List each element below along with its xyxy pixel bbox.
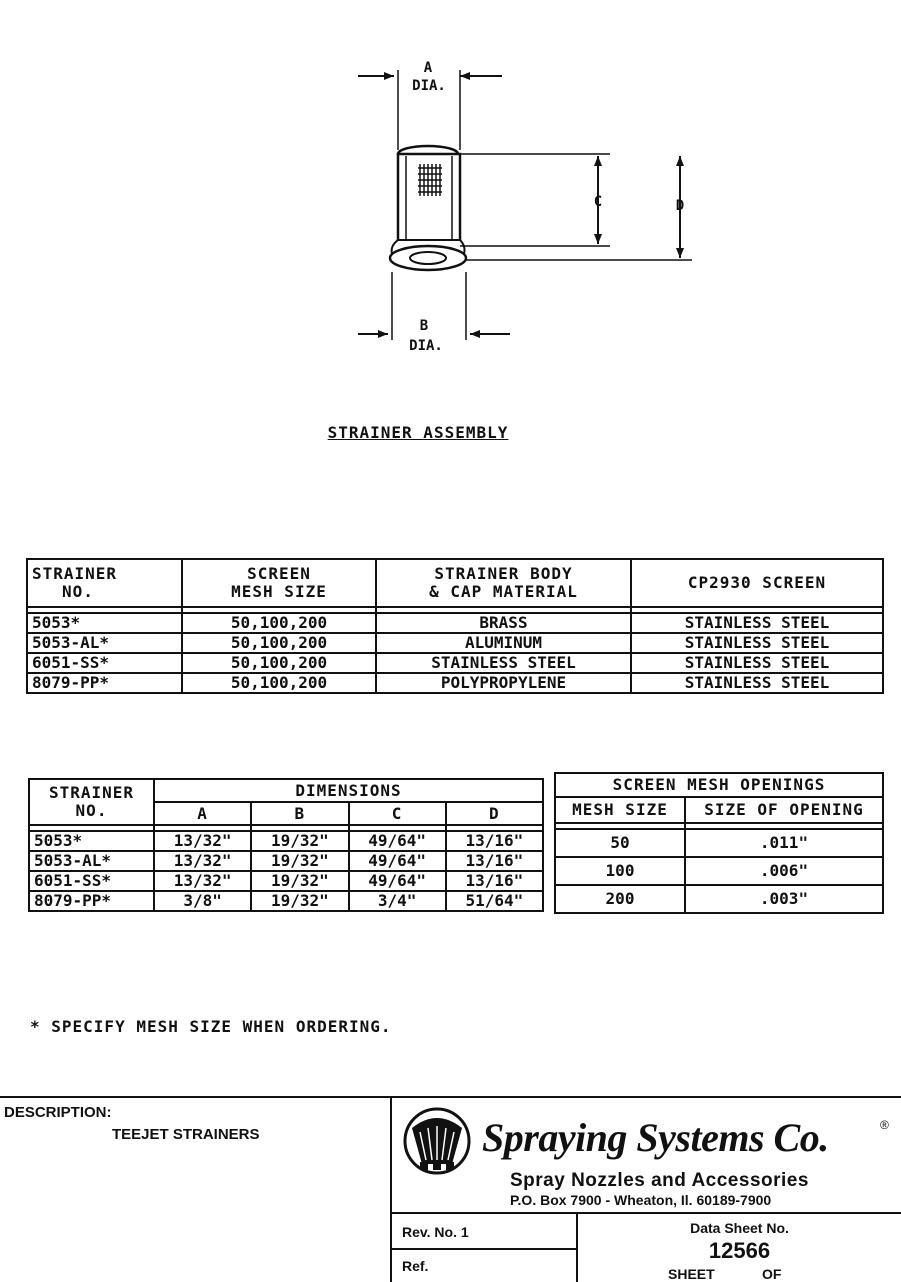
datasheet-box (578, 1214, 901, 1282)
cell-b: 19/32" (251, 891, 348, 911)
table-row (29, 851, 543, 871)
cell-c: 3/4" (349, 891, 446, 911)
cell-material: STAINLESS STEEL (376, 653, 631, 673)
table-row (27, 653, 883, 673)
spray-logo-icon (402, 1106, 472, 1176)
header-dim-a: A (154, 802, 251, 825)
registered-mark: ® (880, 1118, 889, 1132)
cell-no: 5053* (27, 613, 182, 633)
cell-screen: STAINLESS STEEL (631, 673, 883, 693)
table-row (29, 871, 543, 891)
cell-mesh: 50,100,200 (182, 613, 376, 633)
cell-mesh: 200 (555, 885, 685, 913)
cell-c: 49/64" (349, 871, 446, 891)
header-text: MESH SIZE (231, 582, 327, 601)
dim-label-c: C (593, 194, 603, 210)
header-text: STRAINER BODY (434, 564, 573, 583)
cell-no: 5053-AL* (29, 851, 154, 871)
cell-opening: .011" (685, 829, 883, 857)
header-text: STRAINER (32, 564, 118, 583)
header-mesh-size: MESH SIZE (555, 797, 685, 823)
cell-mesh: 50,100,200 (182, 633, 376, 653)
dim-label-b: B (419, 318, 429, 334)
table-row (555, 857, 883, 885)
header-screen: CP2930 SCREEN (631, 559, 883, 607)
cell-a: 13/32" (154, 851, 251, 871)
header-strainer-no (27, 559, 182, 607)
table-row (27, 613, 883, 633)
header-dim-c: C (349, 802, 446, 825)
company-box (392, 1098, 901, 1214)
table-row (27, 633, 883, 653)
company-address: P.O. Box 7900 - Wheaton, Il. 60189-7900 (510, 1192, 772, 1208)
cell-b: 19/32" (251, 851, 348, 871)
header-text: NO. (75, 801, 108, 820)
sheet-label: SHEET (668, 1266, 715, 1282)
cell-d: 13/16" (446, 851, 543, 871)
cell-no: 6051-SS* (29, 871, 154, 891)
cell-mesh: 50,100,200 (182, 653, 376, 673)
cell-mesh: 50 (555, 829, 685, 857)
cell-no: 8079-PP* (27, 673, 182, 693)
header-mesh-size (182, 559, 376, 607)
title-block (0, 1096, 901, 1282)
company-tagline: Spray Nozzles and Accessories (510, 1170, 809, 1191)
cell-screen: STAINLESS STEEL (631, 653, 883, 673)
cell-c: 49/64" (349, 831, 446, 851)
company-name: Spraying Systems Co. (482, 1115, 829, 1160)
header-body-material (376, 559, 631, 607)
description-label: DESCRIPTION: (4, 1104, 112, 1121)
cell-screen: STAINLESS STEEL (631, 613, 883, 633)
description-box (0, 1098, 392, 1282)
of-label: OF (762, 1266, 782, 1282)
order-note: * SPECIFY MESH SIZE WHEN ORDERING. (30, 1017, 392, 1036)
dim-label-b-dia: DIA. (409, 338, 443, 354)
cell-a: 13/32" (154, 871, 251, 891)
cell-mesh: 100 (555, 857, 685, 885)
header-text: STRAINER (48, 783, 135, 802)
cell-opening: .006" (685, 857, 883, 885)
cell-a: 13/32" (154, 831, 251, 851)
table-row (29, 831, 543, 851)
header-dim-b: B (251, 802, 348, 825)
cell-no: 8079-PP* (29, 891, 154, 911)
cell-material: POLYPROPYLENE (376, 673, 631, 693)
cell-screen: STAINLESS STEEL (631, 633, 883, 653)
datasheet-number: 12566 (708, 1238, 771, 1263)
strainer-drawing (340, 50, 700, 370)
table-row (29, 891, 543, 911)
header-strainer-no (29, 779, 154, 825)
header-text: & CAP MATERIAL (429, 582, 578, 601)
rev-label: Rev. No. 1 (402, 1224, 469, 1240)
cell-material: BRASS (376, 613, 631, 633)
cell-material: ALUMINUM (376, 633, 631, 653)
header-dim-d: D (446, 802, 543, 825)
cell-d: 13/16" (446, 871, 543, 891)
header-text: SCREEN (247, 564, 311, 583)
dim-label-d: D (675, 198, 685, 214)
cell-a: 3/8" (154, 891, 251, 911)
cell-b: 19/32" (251, 831, 348, 851)
cell-b: 19/32" (251, 871, 348, 891)
datasheet-label: Data Sheet No. (690, 1220, 789, 1236)
table-row (27, 673, 883, 693)
ref-box (392, 1250, 578, 1282)
dimensions-table (28, 778, 544, 912)
cell-d: 13/16" (446, 831, 543, 851)
cell-mesh: 50,100,200 (182, 673, 376, 693)
rev-box (392, 1214, 578, 1250)
dim-label-a: A (423, 60, 433, 76)
cell-c: 49/64" (349, 851, 446, 871)
dim-label-a-dia: DIA. (412, 78, 446, 94)
cell-opening: .003" (685, 885, 883, 913)
mesh-openings-table (554, 772, 884, 914)
materials-table (26, 558, 884, 694)
header-size-of-opening: SIZE OF OPENING (685, 797, 883, 823)
header-dimensions: DIMENSIONS (154, 779, 543, 802)
description-value: TEEJET STRAINERS (112, 1126, 260, 1143)
ref-label: Ref. (402, 1258, 429, 1274)
cell-no: 5053* (29, 831, 154, 851)
header-mesh-openings: SCREEN MESH OPENINGS (555, 773, 883, 797)
cell-no: 5053-AL* (27, 633, 182, 653)
assembly-title: STRAINER ASSEMBLY (327, 423, 509, 442)
table-row (555, 829, 883, 857)
header-text: NO. (62, 582, 94, 601)
cell-no: 6051-SS* (27, 653, 182, 673)
cell-d: 51/64" (446, 891, 543, 911)
table-row (555, 885, 883, 913)
